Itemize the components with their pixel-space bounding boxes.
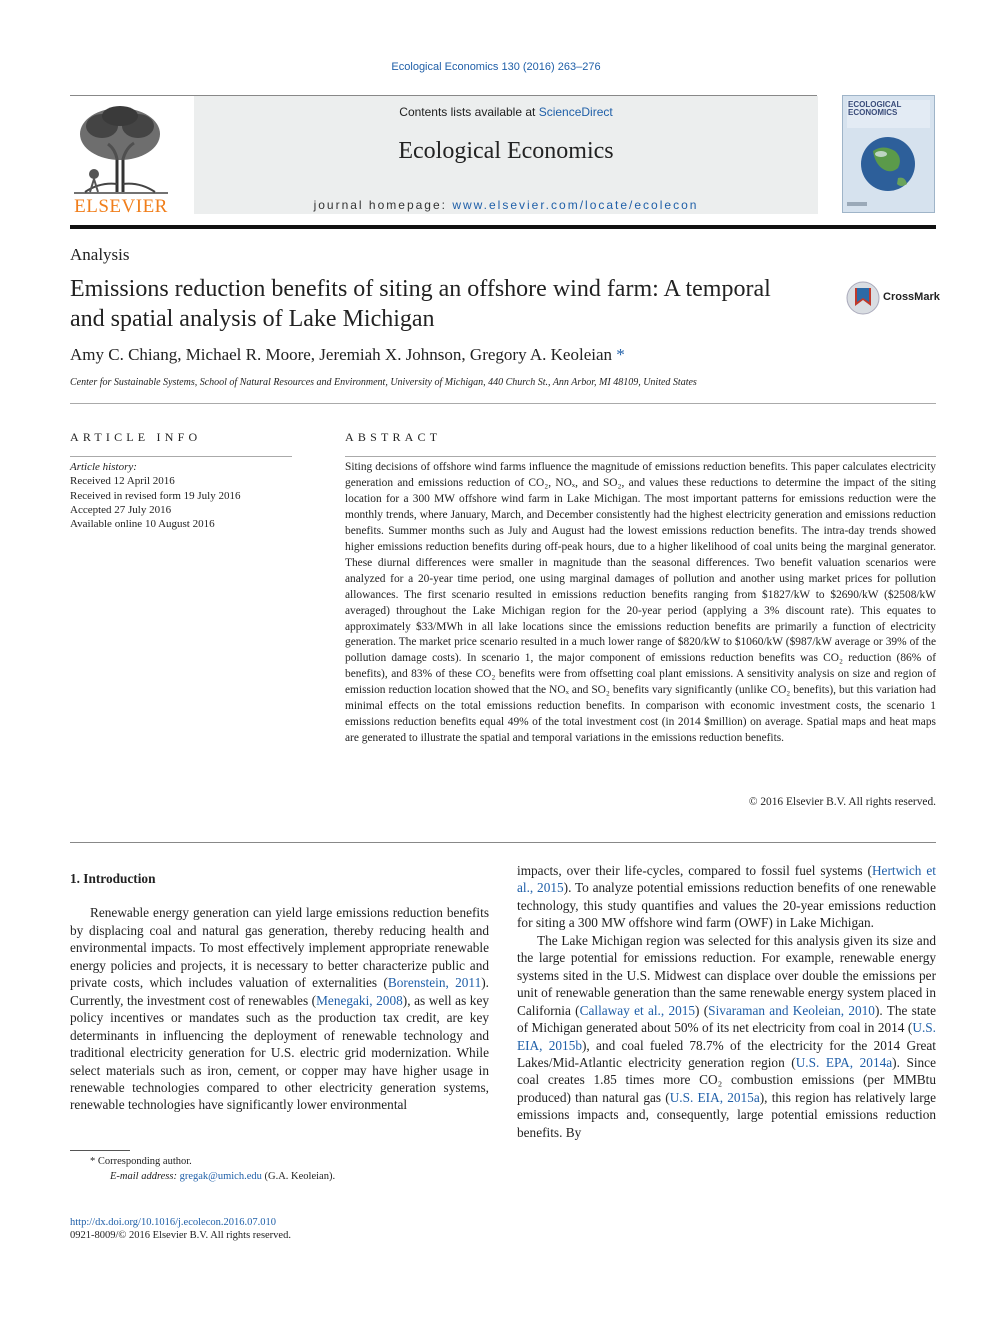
history-label: Article history: — [70, 461, 137, 473]
abstract-copyright: © 2016 Elsevier B.V. All rights reserved. — [748, 796, 936, 808]
homepage-link[interactable]: www.elsevier.com/locate/ecolecon — [452, 198, 699, 212]
citation-link[interactable]: Callaway et al., 2015 — [579, 1002, 696, 1018]
citation-link[interactable]: Sivaraman and Keoleian, 2010 — [708, 1002, 875, 1018]
text-run: ), as well as key policy incentives or mandates such as the production tax credit, are key determinants in influencing the deployment of renewable technology and traditional electricity generation for U.S. electric grid modernization. While select materials such as iron, cement, or copper may have higher usage in renewable technologies compared to other electricity generation systems, renewable technologies have significantly lower environmental — [70, 992, 490, 1113]
corresponding-label: Corresponding author. — [97, 1156, 192, 1167]
corresponding-author-marker[interactable]: * — [616, 345, 625, 364]
issn-line: 0921-8009/© 2016 Elsevier B.V. All rights reserved. — [70, 1230, 291, 1241]
citation-link[interactable]: U.S. EIA, 2015a — [669, 1089, 760, 1105]
text-run: impacts, over their life-cycles, compared to fossil fuel systems ( — [517, 863, 872, 878]
homepage-prefix: journal homepage: — [313, 198, 453, 212]
email-suffix: (G.A. Keoleian). — [261, 1171, 336, 1182]
section-label: Analysis — [70, 245, 130, 264]
citation-link[interactable]: U.S. EIA, 2015b — [517, 1020, 936, 1053]
text-run: ). Since coal creates 1.85 times more CO₂ combustion emissions (per MMBtu produced) than natural gas ( — [517, 1054, 936, 1105]
article-history — [70, 460, 240, 531]
text-run: ), and coal fueled 78.7% of the electricity for the 2014 Great Lakes/Mid-Atlantic electricity generation region ( — [517, 1037, 936, 1070]
text-run: Renewable energy generation can yield large emissions reduction benefits by displacing coal and natural gas generation, thereby reducing health and environmental impacts. To most effectively implement appropriate renewable energy policies and projects, it is necessary to better characterize public and private costs, which includes valuation of externalities ( — [70, 905, 489, 991]
doi-link — [70, 1215, 276, 1230]
citation-link[interactable]: Borenstein, 2011 — [387, 975, 482, 991]
email-note — [70, 1169, 335, 1184]
email-link[interactable]: gregak@umich.edu — [179, 1171, 262, 1182]
journal-title: Ecological Economics — [398, 138, 614, 164]
body-column-right — [517, 862, 936, 1141]
history-revised: Received in revised form 19 July 2016 — [70, 489, 241, 502]
authors-text: Amy C. Chiang, Michael R. Moore, Jeremiah X. Johnson, Gregory A. Keoleian — [70, 345, 613, 364]
abstract-heading: ABSTRACT — [345, 430, 442, 444]
article-info-heading: ARTICLE INFO — [70, 430, 202, 444]
history-received: Received 12 April 2016 — [70, 475, 175, 488]
abstract-body — [345, 460, 936, 747]
footnotes — [70, 1154, 335, 1184]
crossmark-label[interactable]: CrossMark — [883, 291, 940, 303]
body-rule — [70, 842, 936, 843]
author-list — [70, 345, 625, 365]
affiliation: Center for Sustainable Systems, School of Natural Resources and Environment, University of Michigan, 440 Church St., Ann Arbor, MI 48109, United States — [70, 377, 697, 388]
abstract-paragraph: Siting decisions of offshore wind farms influence the magnitude of emissions reduction benefits. This paper calculates electricity generation and emissions reduction of CO₂, NOₓ, and SO₂, and values these reductions to determine the impact of the siting location for a 300 MW offshore wind farm in Lake Michigan. The most important patterns for emissions reduction were the monthly trends, where January, March, and December consistently had the highest electricity generation and emissions reduction benefits. Summer months such as July and August had the lowest emissions reduction benefits. The intra-day trends showed higher emissions reduction benefits during off-peak hours, due to a higher likelihood of coal units being the marginal generator. These diurnal differences were smaller in magnitude than the seasonal differences. Two benefit valuation scenarios were analyzed for a 20-year time period, one using marginal damages of pollution and another using market prices for pollution allowances. The first scenario resulted in emissions reduction benefits ranging from $1827/kW to $2690/kW ($2508/kW averaged) throughout the Lake Michigan region for the 20-year period (applying a 3% discount rate). This equates to approximately $33/MWh in all lake locations since the emissions reduction benefits are primarily a function of electricity generation. The market price scenario resulted in a much lower range of $820/kW to $1060/kW ($987/kW average or 39% of the pollution damage costs). In scenario 1, the major component of emissions reduction benefits was CO₂ reduction (86% of benefits), and 83% of these CO₂ benefits were from offsetting coal plant emissions. A sensitivity analysis on size and region of emission reduction location showed that the NOₓ and SO₂ benefits vary significantly (unlike CO₂ benefits), but this variation had minimal effects on the total emissions reduction benefits. In comparison with economic investment costs, the scenario 1 emissions reduction benefits equal 49% of the total investment cost (in 2014 $million) on average. Spatial maps and heat maps are generated to illustrate the spatial and temporal variations in the emissions reduction benefits. — [345, 461, 936, 745]
text-run: ), this region has relatively large emissions impacts and, consequently, large potential emissions reduction benefits. By — [517, 1089, 936, 1140]
affiliation-rule — [70, 403, 936, 404]
article-title: Emissions reduction benefits of siting an offshore wind farm: A temporal and spatial analysis of Lake Michigan — [70, 276, 771, 332]
abstract-rule — [345, 456, 936, 457]
contents-prefix: Contents lists available at — [399, 105, 539, 119]
citation-link[interactable]: Menegaki, 2008 — [316, 992, 403, 1008]
history-online: Available online 10 August 2016 — [70, 518, 215, 531]
sciencedirect-link[interactable]: ScienceDirect — [538, 105, 613, 119]
footnote-marker: * — [90, 1156, 96, 1167]
body-column-left — [70, 870, 489, 1114]
citation-link[interactable]: Hertwich et al., 2015 — [517, 863, 936, 896]
citation-link[interactable]: U.S. EPA, 2014a — [795, 1054, 893, 1070]
intro-paragraph-2 — [517, 932, 936, 1141]
article-info-rule — [70, 456, 292, 457]
footnote-rule — [70, 1150, 130, 1151]
journal-homepage-line — [194, 198, 818, 212]
text-run: ). To analyze potential emissions reduction benefits of one renewable technology, this study quantifies and values the 20-year emissions reduction for siting a 300 MW offshore wind farm (OWF) in Lake Michigan. — [517, 880, 936, 931]
intro-paragraph-continued — [517, 862, 936, 932]
text-run: ) ( — [695, 1002, 709, 1018]
text-run: ). The state of Michigan generated about 50% of its net electricity from coal in 2014 ( — [517, 1002, 937, 1036]
cover-title-text: ECOLOGICAL ECONOMICS — [848, 100, 902, 117]
email-label: E-mail address: — [110, 1171, 180, 1182]
doi-url[interactable]: http://dx.doi.org/10.1016/j.ecolecon.2016.07.010 — [70, 1217, 276, 1228]
elsevier-wordmark: ELSEVIER — [74, 196, 168, 217]
text-run: ). Currently, the investment cost of renewables ( — [70, 975, 489, 1008]
intro-paragraph-1 — [70, 904, 489, 1113]
section-heading-introduction: 1. Introduction — [70, 871, 156, 886]
text-run: The Lake Michigan region was selected for this analysis given its size and the large potential for emissions reduction. For example, renewable energy systems sited in the U.S. Midwest can displace over double the emissions per unit of renewable generation than the same renewable energy system placed in California ( — [517, 932, 936, 1018]
corresponding-author-note — [70, 1154, 335, 1169]
contents-line — [194, 105, 818, 119]
header-thick-rule — [70, 225, 936, 229]
journal-citation[interactable]: Ecological Economics 130 (2016) 263–276 — [391, 61, 601, 73]
history-accepted: Accepted 27 July 2016 — [70, 503, 172, 516]
